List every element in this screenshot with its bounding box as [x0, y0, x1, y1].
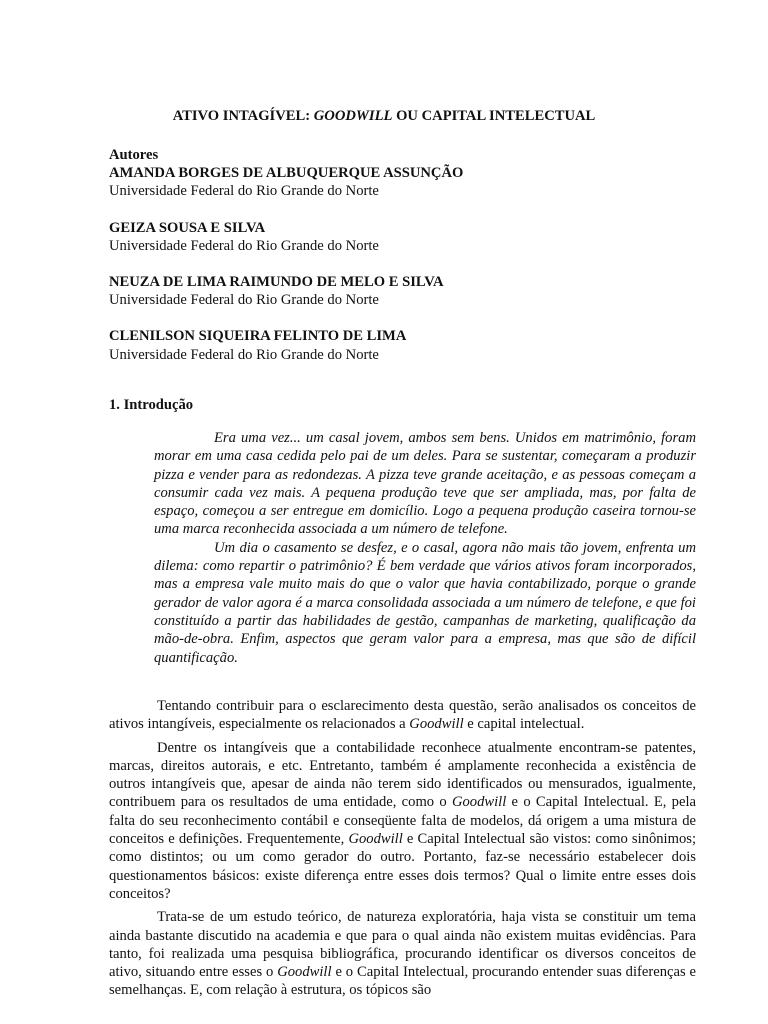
section-heading: 1. Introdução	[109, 397, 194, 413]
quote-paragraph: Um dia o casamento se desfez, e o casal, agora não mais tão jovem, enfrenta um dilema: como repartir o patrimônio? É bem verdade que vários ativos foram incorporados, mas a empresa vale muito mais do que o valor que havia contabilizado, porque o grande gerador de valor agora é a marca consolidada associada a um número de telefone, e que foi constituído a partir das habilidades de gestão, campanhas de marketing, qualificação da mão-de-obra. Enfim, aspectos que geram valor para a empresa, mas que são de difícil quantificação.	[154, 539, 696, 666]
author-affiliation: Universidade Federal do Rio Grande do Norte	[109, 292, 379, 309]
author-name: AMANDA BORGES DE ALBUQUERQUE ASSUNÇÃO	[109, 165, 464, 182]
text-run: e o Capital Intelectual, procurando entender suas diferenças e semelhanças. E, com relação à estrutura, os tópicos são	[109, 964, 697, 999]
text-run: e Capital Intelectual são vistos: como sinônimos; como distintos; ou um como gerador do outro. Portanto, faz-se necessário estabelecer dois questionamentos básicos: existe diferença entre esses dois termos? Qual o limite entre esses dois conceitos?	[109, 831, 696, 902]
author-name: GEIZA SOUSA E SILVA	[109, 219, 266, 236]
body-paragraph	[109, 739, 696, 904]
authors-label: Autores	[109, 147, 159, 163]
body-paragraph	[109, 908, 696, 999]
goodwill-term: Goodwill	[409, 716, 464, 733]
authors-block	[109, 146, 463, 382]
goodwill-term: Goodwill	[451, 794, 507, 811]
title-text-end: OU CAPITAL INTELECTUAL	[392, 108, 596, 124]
author-entry	[109, 273, 463, 309]
author-affiliation: Universidade Federal do Rio Grande do Norte	[109, 183, 379, 200]
author-name: NEUZA DE LIMA RAIMUNDO DE MELO E SILVA	[109, 274, 444, 291]
author-entry	[109, 327, 463, 363]
goodwill-term: Goodwill	[348, 831, 403, 848]
title-goodwill: GOODWILL	[313, 108, 393, 124]
text-run: e o Capital Intelectual. E, pela falta do seu reconhecimento contábil e conseqüente falta de modelos, dá origem a uma mistura de conceitos e definições. Frequentemente,	[109, 794, 696, 848]
author-affiliation: Universidade Federal do Rio Grande do Norte	[109, 346, 379, 363]
goodwill-term: Goodwill	[277, 964, 332, 981]
text-run: Tentando contribuir para o esclarecimento desta questão, serão analisados os conceitos de ativos intangíveis, especialmente os relacionados a	[109, 698, 696, 733]
block-quote	[154, 429, 696, 667]
body-text	[109, 697, 696, 1005]
title-text: ATIVO INTAGÍVEL:	[172, 108, 314, 124]
author-name: CLENILSON SIQUEIRA FELINTO DE LIMA	[109, 328, 407, 345]
author-entry	[109, 164, 463, 200]
quote-paragraph: Era uma vez... um casal jovem, ambos sem bens. Unidos em matrimônio, foram morar em uma casa cedida pelo pai de um deles. Para se sustentar, começaram a produzir pizza e vender para as redondezas. A pizza teve grande aceitação, e as pessoas começam a consumir cada vez mais. A pequena produção teve que ser ampliada, mas, por falta de espaço, começou a ser entregue em domicílio. Logo a pequena produção caseira tornou-se uma marca reconhecida associada a um número de telefone.	[154, 430, 696, 538]
text-run: e capital intelectual.	[463, 716, 585, 733]
body-paragraph	[109, 697, 696, 734]
author-affiliation: Universidade Federal do Rio Grande do Norte	[109, 237, 379, 254]
text-run: Trata-se de um estudo teórico, de natureza exploratória, haja vista se constituir um tema ainda bastante discutido na academia e que para o qual ainda não existem muitas evidências. Para tanto, foi realizada uma pesquisa bibliográfica, procurando identificar os diversos conceitos de ativo, situando entre esses o	[109, 909, 696, 981]
author-entry	[109, 219, 463, 255]
paper-title	[0, 108, 768, 125]
text-run: Dentre os intangíveis que a contabilidade reconhece atualmente encontram-se patentes, marcas, direitos autorais, e etc. Entretanto, também é amplamente reconhecida a existência de outros intangíveis que, apesar de ainda não terem sido identificados ou mensurados, igualmente, contribuem para os resultados de uma entidade, como o	[109, 739, 696, 811]
